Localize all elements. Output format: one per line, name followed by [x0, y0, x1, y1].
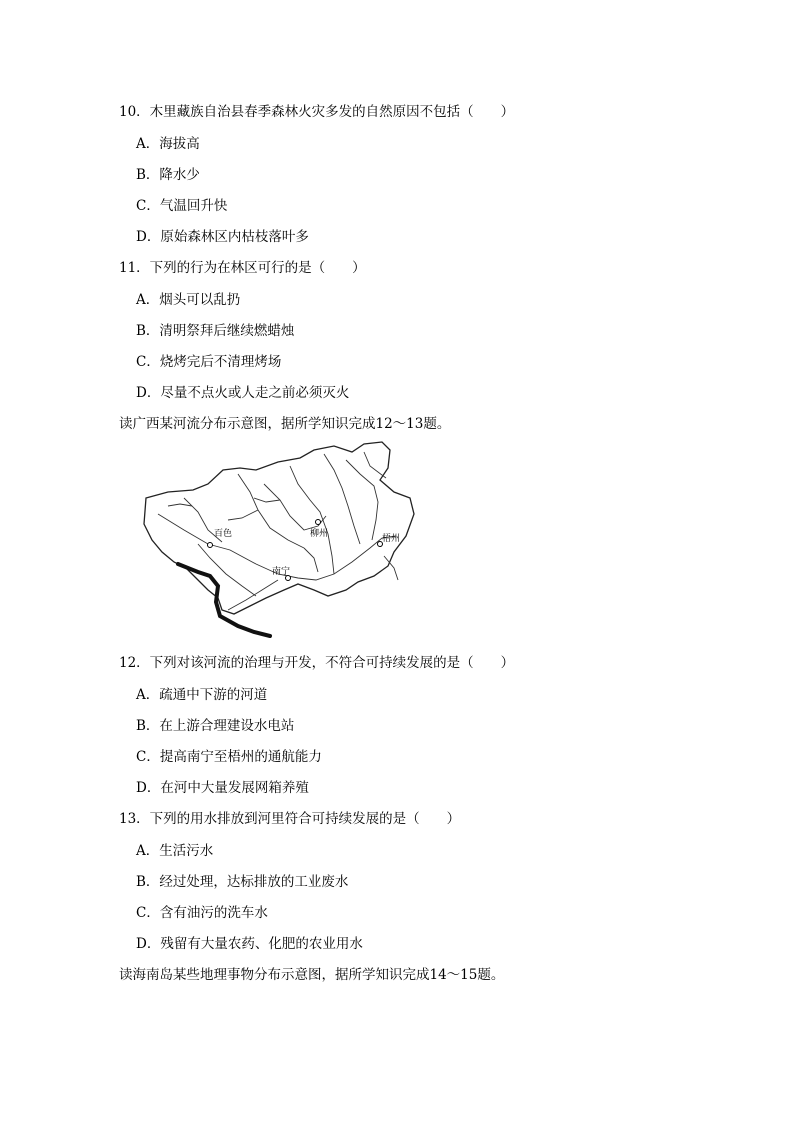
question-10-option-b: B．降水少	[136, 167, 200, 183]
guangxi-river-map	[138, 440, 420, 640]
guangxi-map-intro: 读广西某河流分布示意图，据所学知识完成12～13题。	[119, 416, 451, 432]
question-11-option-a: A．烟头可以乱扔	[136, 292, 241, 308]
liuzhou-marker	[316, 520, 321, 525]
guangxi-boundary	[144, 442, 414, 614]
city-label-nanning: 南宁	[272, 567, 291, 577]
rivers	[158, 452, 401, 610]
question-11-option-b: B．清明祭拜后继续燃蜡烛	[136, 323, 295, 339]
question-13-option-c: C．含有油污的洗车水	[136, 905, 268, 921]
baise-marker	[208, 543, 213, 548]
question-13-option-a: A．生活污水	[136, 843, 214, 859]
city-label-wuzhou: 梧州	[382, 534, 401, 544]
question-10-stem: 10．木里藏族自治县春季森林火灾多发的自然原因不包括（ ）	[119, 104, 515, 120]
question-11-option-c: C．烧烤完后不清理烤场	[136, 354, 282, 370]
national-border	[178, 564, 270, 636]
question-10-option-c: C．气温回升快	[136, 198, 228, 214]
question-12-option-b: B．在上游合理建设水电站	[136, 718, 295, 734]
question-13-option-b: B．经过处理，达标排放的工业废水	[136, 874, 349, 890]
city-label-baise: 百色	[214, 529, 233, 539]
question-10-option-a: A．海拔高	[136, 136, 200, 152]
question-13-stem: 13．下列的用水排放到河里符合可持续发展的是（ ）	[119, 811, 461, 827]
question-12-option-a: A．疏通中下游的河道	[136, 687, 268, 703]
question-12-stem: 12．下列对该河流的治理与开发，不符合可持续发展的是（ ）	[119, 655, 515, 671]
hainan-map-intro: 读海南岛某些地理事物分布示意图，据所学知识完成14～15题。	[119, 967, 505, 983]
question-12-option-d: D．在河中大量发展网箱养殖	[136, 780, 309, 796]
question-10-option-d: D．原始森林区内枯枝落叶多	[136, 229, 309, 245]
city-label-liuzhou: 柳州	[310, 529, 329, 539]
question-11-stem: 11．下列的行为在林区可行的是（ ）	[119, 260, 366, 276]
question-12-option-c: C．提高南宁至梧州的通航能力	[136, 749, 322, 765]
question-11-option-d: D．尽量不点火或人走之前必须灭火	[136, 385, 350, 401]
question-13-option-d: D．残留有大量农药、化肥的农业用水	[136, 936, 363, 952]
guangxi-river-map-svg	[138, 440, 420, 640]
